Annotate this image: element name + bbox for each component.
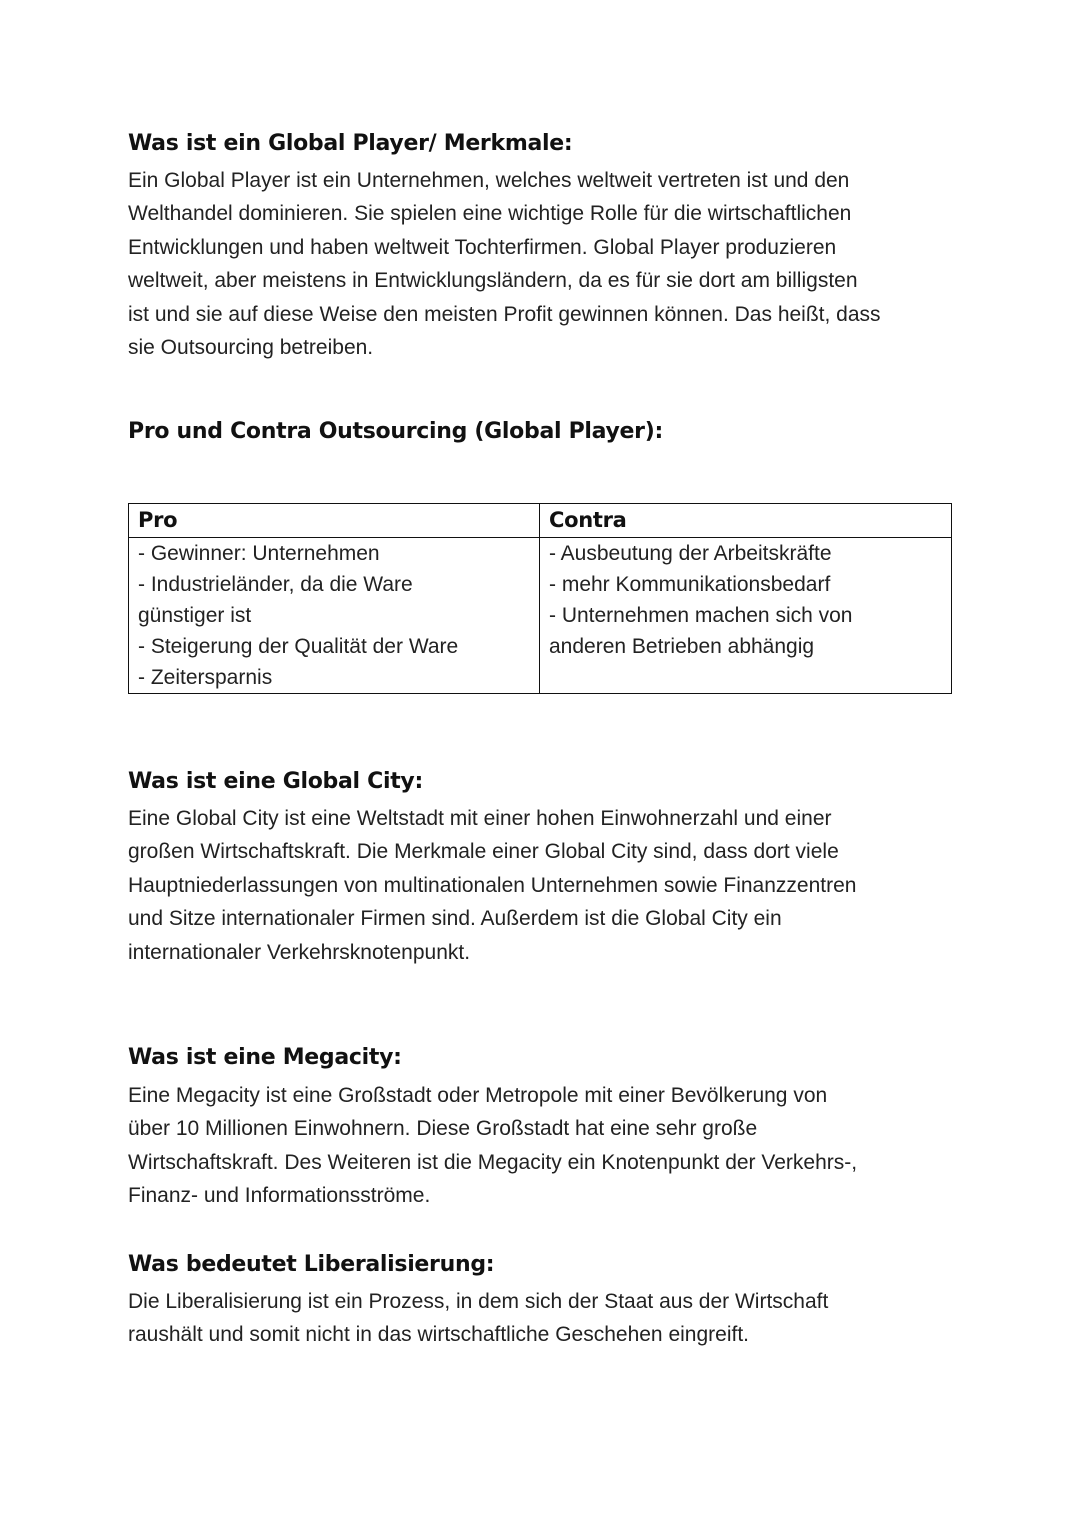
pro-item: - Gewinner: Unternehmen (138, 542, 380, 565)
paragraph-global-city (128, 802, 958, 969)
pro-item: - Steigerung der Qualität der Ware (138, 635, 459, 658)
paragraph-line: großen Wirtschaftskraft. Die Merkmale einer Global City sind, dass dort viele (128, 840, 839, 864)
contra-item: anderen Betrieben abhängig (549, 635, 815, 658)
paragraph-line: raushält und somit nicht in das wirtschaftliche Geschehen eingreift. (128, 1323, 749, 1347)
heading-pro-contra: Pro und Contra Outsourcing (Global Player): (128, 419, 663, 444)
heading-global-player: Was ist ein Global Player/ Merkmale: (128, 131, 573, 156)
table-header-row (129, 504, 952, 538)
paragraph-line: ist und sie auf diese Weise den meisten Profit gewinnen können. Das heißt, dass (128, 302, 881, 326)
paragraph-line: über 10 Millionen Einwohnern. Diese Großstadt hat eine sehr große (128, 1117, 758, 1141)
contra-item: - mehr Kommunikationsbedarf (549, 573, 831, 596)
pro-item: - Zeitersparnis (138, 666, 273, 689)
table-cell-pro (129, 538, 540, 694)
paragraph-line: Eine Megacity ist eine Großstadt oder Metropole mit einer Bevölkerung von (128, 1084, 828, 1107)
paragraph-line: Welthandel dominieren. Sie spielen eine wichtige Rolle für die wirtschaftlichen (128, 202, 852, 226)
heading-global-city: Was ist eine Global City: (128, 769, 423, 794)
contra-item: - Unternehmen machen sich von (549, 604, 853, 627)
pro-contra-table (128, 503, 952, 694)
heading-liberalisierung: Was bedeutet Liberalisierung: (128, 1252, 495, 1277)
paragraph-line: Wirtschaftskraft. Des Weiteren ist die Megacity ein Knotenpunkt der Verkehrs-, (128, 1150, 858, 1174)
paragraph-line: und Sitze internationaler Firmen sind. Außerdem ist die Global City ein (128, 907, 782, 931)
paragraph-line: Eine Global City ist eine Weltstadt mit einer hohen Einwohnerzahl und einer (128, 807, 832, 830)
paragraph-line: Ein Global Player ist ein Unternehmen, welches weltweit vertreten ist und den (128, 169, 850, 192)
paragraph-liberalisierung (128, 1285, 958, 1352)
paragraph-megacity (128, 1079, 958, 1213)
paragraph-line: Entwicklungen und haben weltweit Tochterfirmen. Global Player produzieren (128, 235, 837, 259)
pro-item: - Industrieländer, da die Ware (138, 573, 413, 596)
paragraph-line: Hauptniederlassungen von multinationalen Unternehmen sowie Finanzzentren (128, 873, 857, 897)
table-header-pro: Pro (129, 504, 540, 538)
paragraph-line: Die Liberalisierung ist ein Prozess, in dem sich der Staat aus der Wirtschaft (128, 1290, 829, 1313)
pro-item: günstiger ist (138, 604, 252, 627)
paragraph-line: sie Outsourcing betreiben. (128, 336, 374, 360)
paragraph-line: internationaler Verkehrsknotenpunkt. (128, 940, 471, 964)
paragraph-line: Finanz- und Informationsströme. (128, 1184, 431, 1208)
heading-megacity: Was ist eine Megacity: (128, 1045, 402, 1070)
table-row (129, 538, 952, 694)
paragraph-global-player (128, 164, 958, 364)
contra-item: - Ausbeutung der Arbeitskräfte (549, 542, 832, 565)
paragraph-line: weltweit, aber meistens in Entwicklungsländern, da es für sie dort am billigsten (128, 269, 858, 293)
table-header-contra: Contra (540, 504, 952, 538)
table-cell-contra (540, 538, 952, 694)
